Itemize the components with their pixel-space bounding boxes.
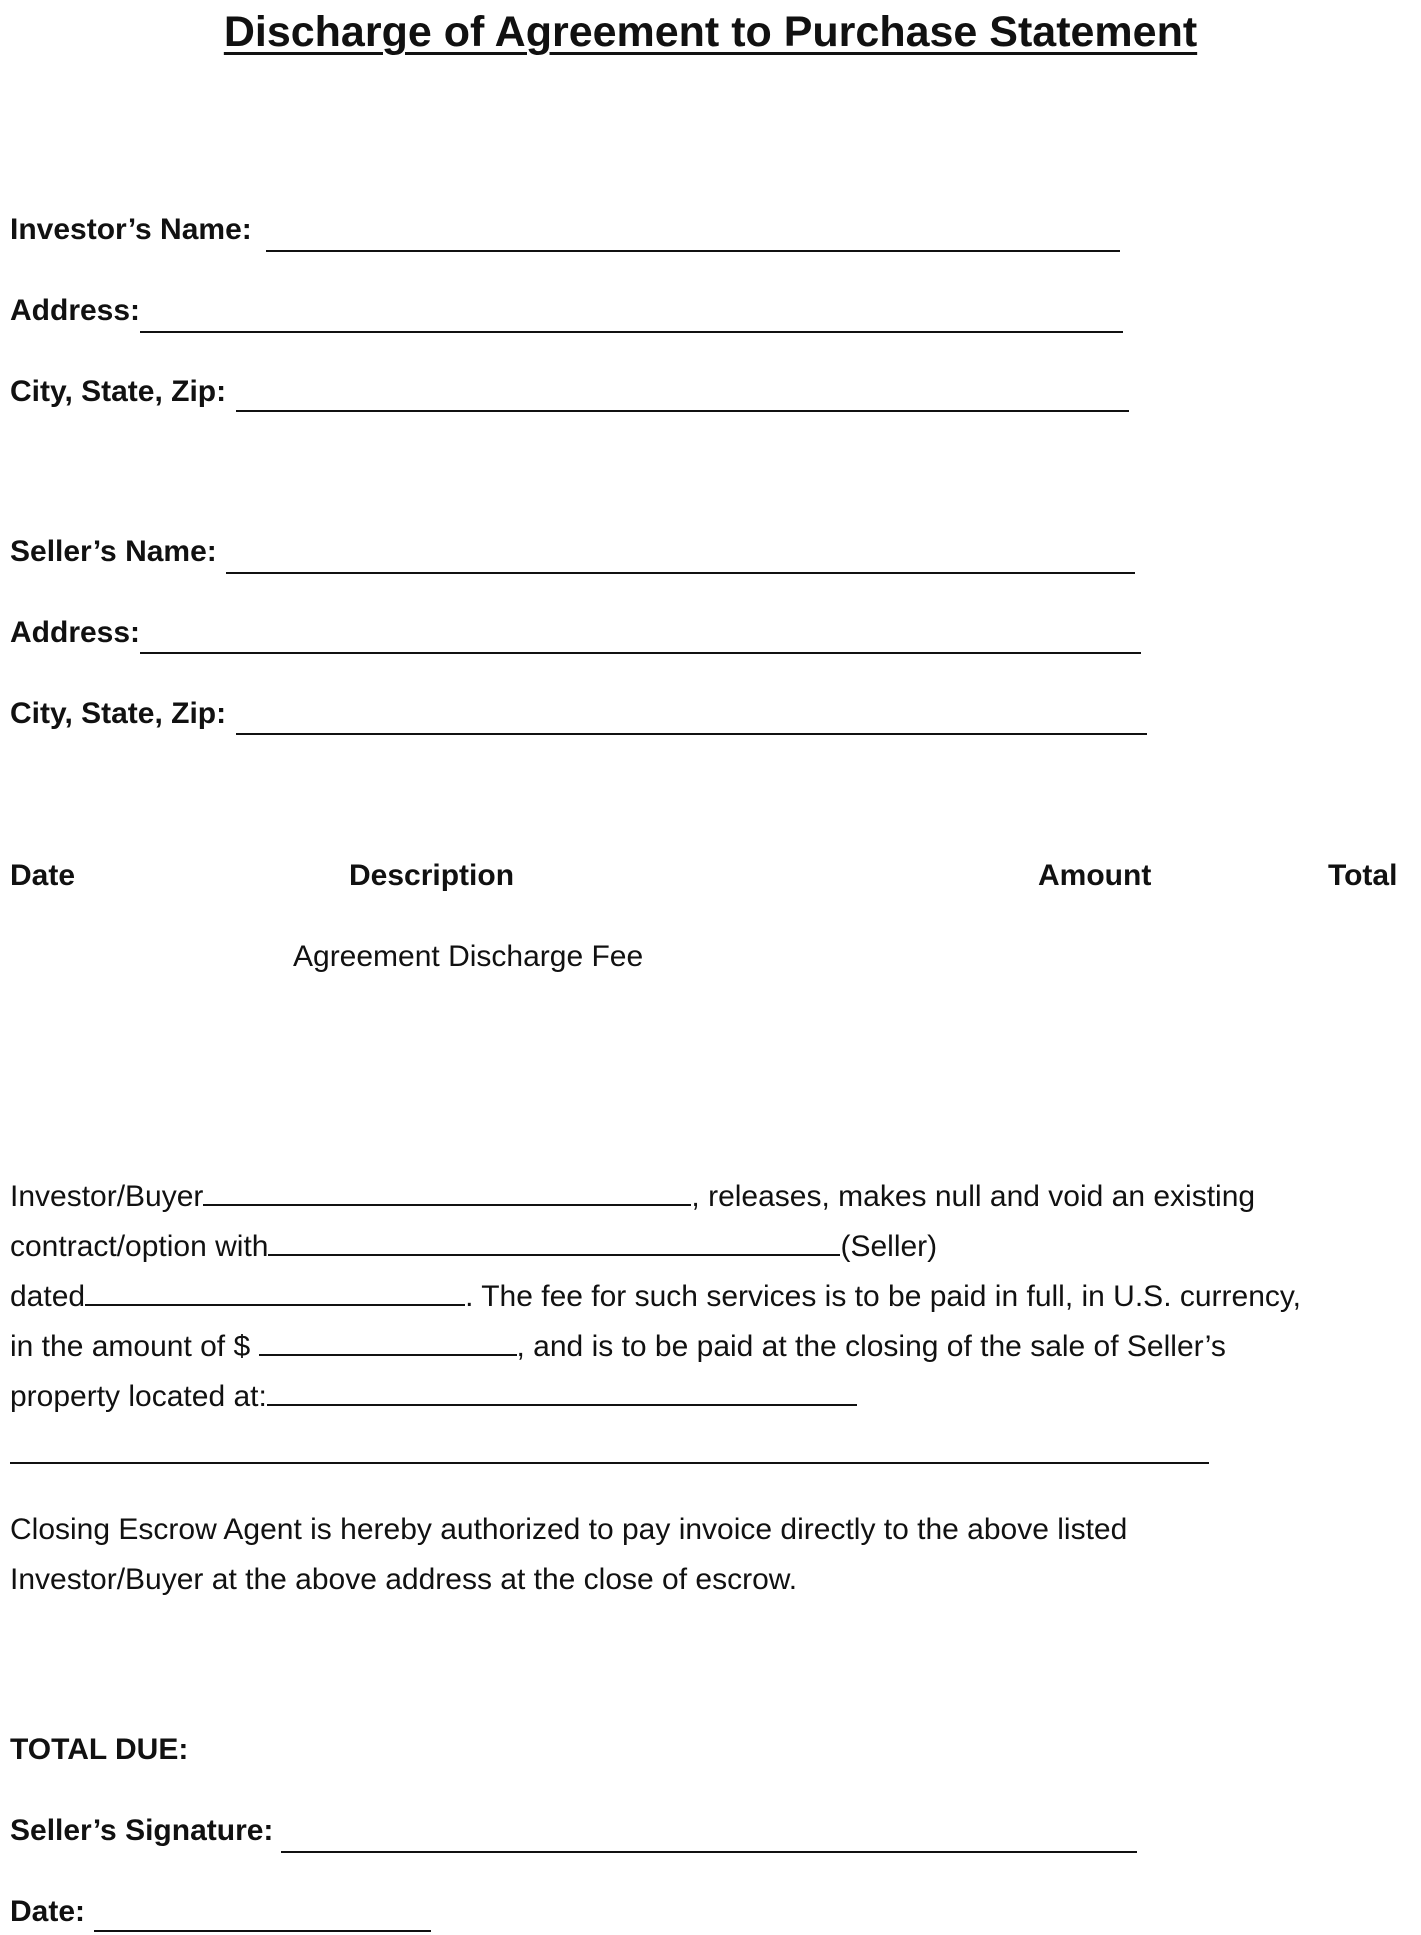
seller-signature-field[interactable]: [281, 1851, 1137, 1853]
header-amount: Amount: [1038, 859, 1152, 892]
text-fragment: Investor/Buyer: [10, 1180, 204, 1213]
investor-address-label: Address:: [10, 294, 141, 327]
investor-buyer-field[interactable]: [203, 1203, 691, 1206]
paragraph-line: [10, 1280, 1301, 1314]
investor-city-label: City, State, Zip:: [10, 375, 227, 408]
investor-name-label: Investor’s Name:: [10, 213, 252, 246]
seller-name-field[interactable]: [226, 572, 1135, 574]
seller-signature-label: Seller’s Signature:: [10, 1814, 274, 1847]
text-fragment: (Seller): [840, 1230, 938, 1263]
text-fragment: , releases, makes null and void an existing: [691, 1180, 1256, 1213]
text-fragment: , and is to be paid at the closing of the sale of Seller’s: [516, 1330, 1226, 1363]
text-fragment: property located at:: [10, 1380, 267, 1413]
seller-address-label: Address:: [10, 616, 141, 649]
header-total: Total: [1328, 859, 1398, 892]
text-fragment: contract/option with: [10, 1230, 269, 1263]
document-title: Discharge of Agreement to Purchase Statement: [223, 8, 1198, 56]
seller-address-field[interactable]: [140, 652, 1141, 654]
text-fragment: in the amount of $: [10, 1330, 251, 1363]
signature-date-field[interactable]: [94, 1930, 431, 1932]
paragraph-line: [10, 1380, 857, 1414]
paragraph-line: [10, 1230, 937, 1264]
investor-address-field[interactable]: [140, 331, 1123, 333]
dated-field[interactable]: [85, 1303, 465, 1306]
investor-city-field[interactable]: [236, 410, 1129, 412]
seller-city-label: City, State, Zip:: [10, 697, 227, 730]
seller-city-field[interactable]: [236, 733, 1147, 735]
text-fragment: dated: [10, 1280, 86, 1313]
date-label: Date:: [10, 1895, 86, 1928]
fee-description: Agreement Discharge Fee: [293, 940, 644, 973]
property-location-field-continued[interactable]: [10, 1462, 1209, 1464]
amount-field[interactable]: [259, 1353, 517, 1356]
contract-seller-field[interactable]: [268, 1253, 840, 1256]
paragraph-line: [10, 1330, 1226, 1364]
escrow-text-line-2: Investor/Buyer at the above address at the close of escrow.: [10, 1563, 798, 1596]
header-date: Date: [10, 859, 76, 892]
seller-name-label: Seller’s Name:: [10, 535, 217, 568]
property-location-field[interactable]: [267, 1403, 857, 1406]
escrow-text-line-1: Closing Escrow Agent is hereby authorized to pay invoice directly to the above listed: [10, 1513, 1128, 1546]
paragraph-line: [10, 1180, 1255, 1214]
investor-name-field[interactable]: [266, 250, 1120, 252]
total-due-label: TOTAL DUE:: [10, 1733, 189, 1766]
text-fragment: . The fee for such services is to be paid in full, in U.S. currency,: [465, 1280, 1302, 1313]
header-description: Description: [349, 859, 515, 892]
